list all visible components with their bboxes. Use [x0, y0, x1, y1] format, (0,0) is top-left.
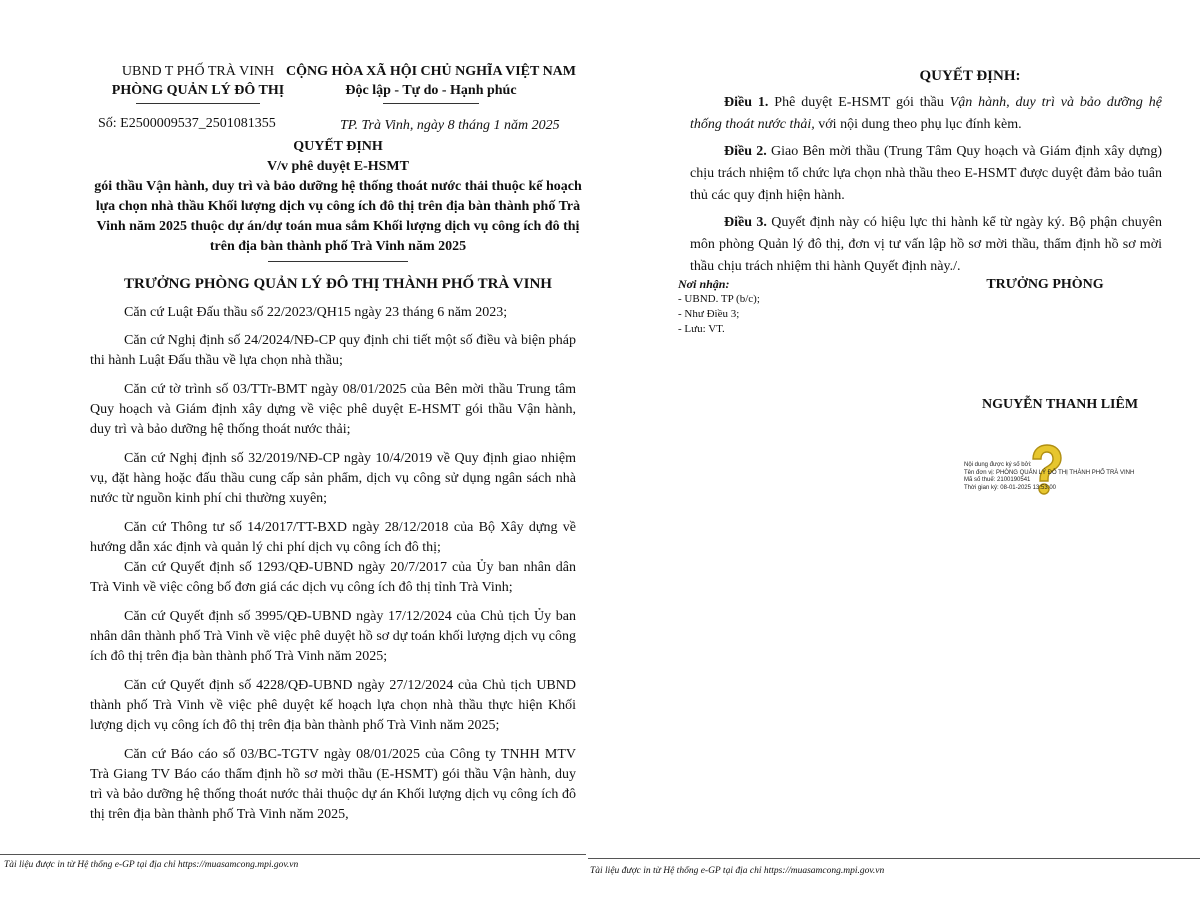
title-underline — [268, 261, 408, 262]
decision-articles — [690, 92, 1162, 283]
legal-basis-paragraph: Căn cứ Báo cáo số 03/BC-TGTV ngày 08/01/2025 của Công ty TNHH MTV Trà Giang TV Báo cáo thẩm định hồ sơ mời thầu (E-HSMT) gói thầu Vận hành, duy trì và bảo dưỡng hệ thống thoát nước thải thuộc dự án Khối lượng dịch vụ công ích đô thị trên địa bàn thành phố Trà Vinh năm 2025, — [90, 747, 576, 822]
print-source-footer: Tài liệu được in từ Hệ thống e-GP tại địa chỉ https://muasamcong.mpi.gov.vn — [4, 860, 299, 870]
article-text: Giao Bên mời thầu (Trung Tâm Quy hoạch và Giám định xây dựng) chịu trách nhiệm tổ chức lựa chọn nhà thầu theo E-HSMT được duyệt đảm bảo tuân thủ các quy định hiện hành. — [690, 144, 1163, 203]
recipient-item: - Lưu: VT. — [678, 323, 725, 335]
article-1 — [690, 92, 1162, 136]
signature-info-line: Thời gian ký: 08-01-2025 13:53:00 — [964, 484, 1056, 491]
article-text: với nội dung theo phụ lục đính kèm. — [814, 117, 1022, 132]
signer-name: NGUYỄN THANH LIÊM — [981, 397, 1139, 412]
recipients-block — [678, 277, 760, 337]
legal-basis-paragraph: Căn cứ Quyết định số 3995/QĐ-UBND ngày 17/12/2024 của Chủ tịch Ủy ban nhân dân thành phố Trà Vinh về việc phê duyệt hồ sơ dự toán khối lượng dịch vụ công ích đô thị trên địa bàn thành phố Trà Vinh năm 2025; — [90, 609, 576, 664]
national-header — [276, 62, 586, 104]
signature-info-line: Tên đơn vị: PHÒNG QUẢN LÝ ĐÔ THỊ THÀNH PHỐ TRÀ VINH — [964, 469, 1135, 476]
national-motto: Độc lập - Tự do - Hạnh phúc — [345, 83, 517, 98]
article-2 — [690, 141, 1162, 207]
footer-divider — [0, 854, 586, 855]
print-source-footer: Tài liệu được in từ Hệ thống e-GP tại địa chỉ https://muasamcong.mpi.gov.vn — [590, 866, 885, 876]
decision-heading: QUYẾT ĐỊNH: — [919, 68, 1021, 84]
decision-regarding: V/v phê duyệt E-HSMT — [267, 159, 409, 174]
article-label: Điều 3. — [724, 215, 767, 230]
issuer-underline — [136, 103, 260, 104]
issuing-authority: TRƯỞNG PHÒNG QUẢN LÝ ĐÔ THỊ THÀNH PHỐ TRÀ VINH — [124, 276, 552, 292]
national-title: CỘNG HÒA XÃ HỘI CHỦ NGHĨA VIỆT NAM — [285, 64, 576, 79]
recipient-item: - UBND. TP (b/c); — [678, 293, 760, 305]
legal-basis-paragraph: Căn cứ Nghị định số 32/2019/NĐ-CP ngày 10/4/2019 về Quy định giao nhiệm vụ, đặt hàng hoặc đấu thầu cung cấp sản phẩm, dịch vụ công sử dụng ngân sách nhà nước từ nguồn kinh phí chi thường xuyên; — [90, 451, 576, 506]
legal-basis-paragraph: Căn cứ tờ trình số 03/TTr-BMT ngày 08/01/2025 của Bên mời thầu Trung tâm Quy hoạch và Giám định xây dựng về việc phê duyệt E-HSMT gói thầu Vận hành, duy trì và bảo dưỡng hệ thống thoát nước thải; — [90, 382, 576, 437]
article-3 — [690, 212, 1162, 278]
article-label: Điều 1. — [724, 95, 769, 110]
legal-basis-paragraph: Căn cứ Thông tư số 14/2017/TT-BXD ngày 28/12/2018 của Bộ Xây dựng về hướng dẫn xác định và quản lý chi phí dịch vụ công ích đô thị; — [90, 520, 576, 555]
recipient-item: - Như Điều 3; — [678, 308, 740, 320]
decision-subject: gói thầu Vận hành, duy trì và bảo dưỡng hệ thống thoát nước thải thuộc kế hoạch lựa chọn nhà thầu Khối lượng dịch vụ công ích đô thị trên địa bàn thành phố Trà Vinh năm 2025 thuộc dự án/dự toán mua sắm Khối lượng dịch vụ công ích đô thị trên địa bàn thành phố Trà Vinh năm 2025 — [94, 179, 582, 254]
legal-basis-paragraph: Căn cứ Quyết định số 1293/QĐ-UBND ngày 20/7/2017 của Ủy ban nhân dân Trà Vinh về việc công bố đơn giá các dịch vụ công ích đô thị tỉnh Trà Vinh; — [90, 560, 576, 595]
article-text: Quyết định này có hiệu lực thi hành kể từ ngày ký. Bộ phận chuyên môn phòng Quản lý đô thị, đơn vị tư vấn lập hồ sơ mời thầu, thẩm định hồ sơ mời thầu chịu trách nhiệm thi hành Quyết định này./. — [690, 215, 1162, 274]
recipients-heading: Nơi nhận: — [678, 277, 730, 291]
signature-info-line: Mã số thuế: 2100190541 — [964, 477, 1031, 483]
document-number: Số: E2500009537_2501081355 — [98, 116, 276, 131]
legal-basis-paragraph: Căn cứ Nghị định số 24/2024/NĐ-CP quy định chi tiết một số điều và biện pháp thi hành Luật Đấu thầu về lựa chọn nhà thầu; — [90, 333, 576, 368]
signer-title: TRƯỞNG PHÒNG — [986, 277, 1104, 292]
legal-basis-paragraph: Căn cứ Luật Đấu thầu số 22/2023/QH15 ngày 23 tháng 6 năm 2023; — [124, 305, 508, 320]
article-label: Điều 2. — [724, 144, 767, 159]
motto-underline — [383, 103, 479, 104]
signature-info — [964, 462, 1134, 492]
digital-signature-stamp — [964, 444, 1154, 504]
legal-basis — [90, 303, 576, 834]
issuer-parent-org: UBND T PHỐ TRÀ VINH — [121, 64, 275, 79]
issuer-header — [88, 62, 308, 104]
decision-title: QUYẾT ĐỊNH — [293, 139, 383, 154]
article-package-name: Vận hành, duy trì và bảo dưỡng hệ thống thoát nước thải, — [690, 95, 1162, 132]
decision-title-block — [90, 137, 586, 262]
place-date: TP. Trà Vinh, ngày 8 tháng 1 năm 2025 — [340, 118, 560, 133]
legal-basis-paragraph: Căn cứ Quyết định số 4228/QĐ-UBND ngày 27/12/2024 của Chủ tịch UBND thành phố Trà Vinh về việc phê duyệt kế hoạch lựa chọn nhà thầu thực hiện Khối lượng dịch vụ công ích đô thị trên địa bàn thành phố Trà Vinh năm 2025; — [90, 678, 576, 733]
article-text: Phê duyệt E-HSMT gói thầu — [768, 95, 950, 110]
footer-divider — [588, 858, 1200, 859]
issuer-org: PHÒNG QUẢN LÝ ĐÔ THỊ — [111, 83, 285, 98]
signature-info-line: Nội dung được ký số bởi: — [964, 462, 1032, 468]
document-page-right — [590, 0, 1200, 899]
